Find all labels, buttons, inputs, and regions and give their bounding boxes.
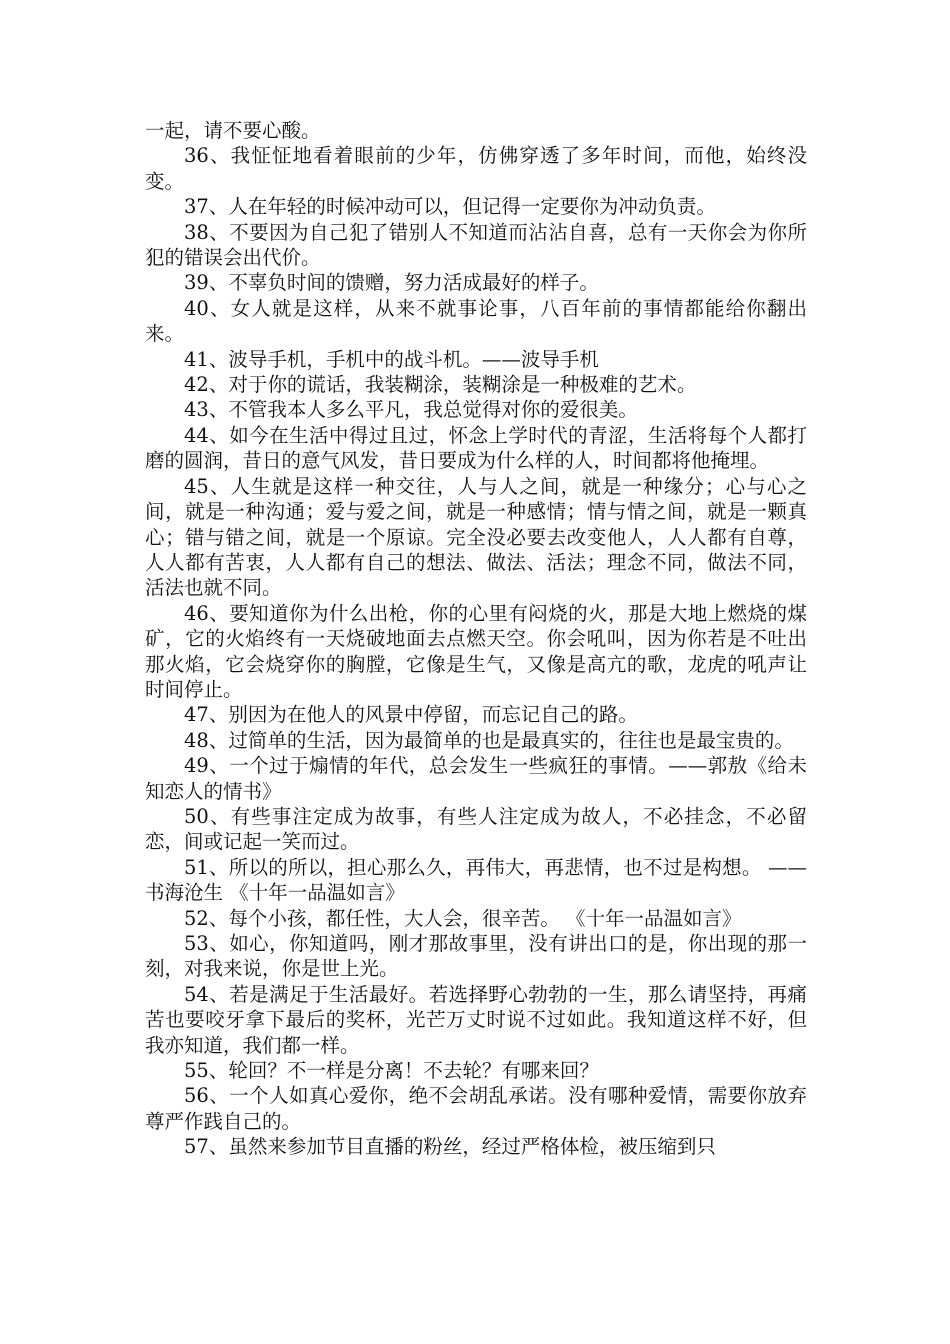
- paragraph: 48、过简单的生活，因为最简单的也是最真实的，往往也是最宝贵的。: [184, 728, 794, 752]
- paragraph: 44、如今在生活中得过且过，怀念上学时代的青涩，生活将每个人都打磨的圆润，昔日的意气风发，昔日要成为什么样的人，时间都将他掩埋。: [145, 423, 807, 473]
- paragraph: 39、不辜负时间的馈赠，努力活成最好的样子。: [184, 271, 599, 295]
- paragraph: 51、所以的所以，担心那么久，再伟大，再悲情，也不过是构想。 ——书海沧生 《十年一品温如言》: [145, 855, 807, 905]
- paragraph: 50、有些事注定成为故事，有些人注定成为故人，不必挂念，不必留恋，间或记起一笑而过。: [145, 804, 807, 854]
- paragraph: 55、轮回？不一样是分离！不去轮？有哪来回？: [184, 1059, 599, 1083]
- paragraph: 46、要知道你为什么出枪，你的心里有闷烧的火，那是大地上燃烧的煤矿，它的火焰终有一天烧破地面去点燃天空。你会吼叫，因为你若是不吐出那火焰，它会烧穿你的胸膛，它像是生气，又像是高亢的歌，龙虎的吼声让时间停止。: [145, 601, 807, 701]
- paragraph: 43、不管我本人多么平凡，我总觉得对你的爱很美。: [184, 398, 638, 422]
- paragraph: 40、女人就是这样，从来不就事论事，八百年前的事情都能给你翻出来。: [145, 296, 807, 346]
- paragraph: 56、一个人如真心爱你，绝不会胡乱承诺。没有哪种爱情，需要你放弃尊严作践自己的。: [145, 1084, 807, 1133]
- paragraph: 38、不要因为自己犯了错别人不知道而沾沾自喜，总有一天你会为你所犯的错误会出代价。: [145, 220, 807, 270]
- document-body: [145, 118, 807, 1160]
- paragraph: 42、对于你的谎话，我装糊涂，装糊涂是一种极难的艺术。: [184, 373, 697, 397]
- paragraph: 36、我怔怔地看着眼前的少年，仿佛穿透了多年时间，而他，始终没变。: [145, 144, 807, 193]
- paragraph: 47、别因为在他人的风景中停留，而忘记自己的路。: [184, 703, 638, 727]
- paragraph: 49、一个过于煽情的年代，总会发生一些疯狂的事情。——郭敖《给未知恋人的情书》: [145, 754, 807, 803]
- paragraph: 53、如心，你知道吗，刚才那故事里，没有讲出口的是，你出现的那一刻，对我来说，你是世上光。: [145, 932, 807, 981]
- paragraph: 41、波导手机，手机中的战斗机。——波导手机: [184, 347, 599, 371]
- paragraph: 57、虽然来参加节目直播的粉丝，经过严格体检，被压缩到只: [184, 1135, 716, 1159]
- paragraph: 一起，请不要心酸。: [145, 119, 321, 142]
- paragraph: 54、若是满足于生活最好。若选择野心勃勃的一生，那么请坚持，再痛苦也要咬牙拿下最后的奖杯，光芒万丈时说不过如此。我知道这样不好，但我亦知道，我们都一样。: [145, 982, 807, 1057]
- paragraph: 37、人在年轻的时候冲动可以，但记得一定要你为冲动负责。: [184, 195, 716, 219]
- paragraph: 45、人生就是这样一种交往，人与人之间，就是一种缘分；心与心之间，就是一种沟通；爱与爱之间，就是一种感情；情与情之间，就是一颗真心；错与错之间，就是一个原谅。完全没必要去改变他人，人人都有自尊，人人都有苦衷，人人都有自己的想法、做法、活法；理念不同，做法不同，活法也就不同。: [145, 474, 807, 600]
- paragraph: 52、每个小孩，都任性，大人会，很辛苦。 《十年一品温如言》: [184, 906, 742, 930]
